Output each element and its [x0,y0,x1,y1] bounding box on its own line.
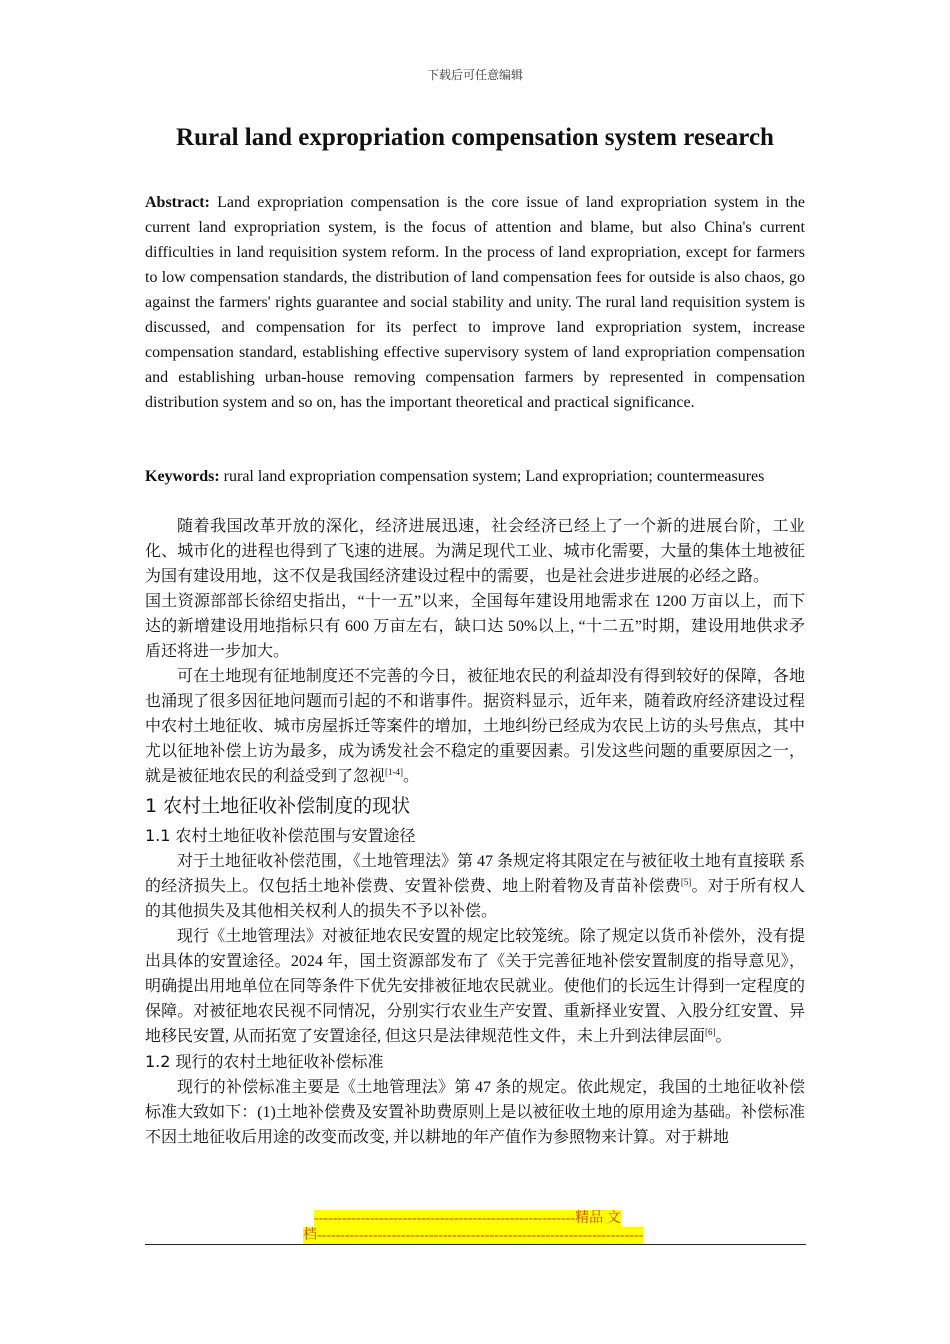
paragraph: 随着我国改革开放的深化，经济进展迅速，社会经济已经上了一个新的进展台阶，工业化、城市化的进程也得到了飞速的进展。为满足现代工业、城市化需要，大量的集体土地被征为国有建设用地，这不仅是我国经济建设过程中的需要，也是社会进步进展的必经之路。 [145,518,805,585]
paragraph-text: 。 [715,1028,732,1045]
body-text [145,514,805,1150]
subsection-heading: 1.2 现行的农村土地征收补偿标准 [145,1052,384,1071]
footer-line-2: 档---------------------------------------------------------------------- [303,1228,644,1243]
abstract [145,190,805,415]
paragraph-text: 。 [403,768,420,785]
section-heading: 1 农村土地征收补偿制度的现状 [145,795,411,817]
paragraph [145,924,805,1049]
keywords-label: Keywords: [145,468,220,485]
abstract-label: Abstract: [145,194,210,211]
page-header: 下载后可任意编辑 [426,68,523,82]
keywords-text: rural land expropriation compensation system; Land expropriation; countermeasures [219,468,765,485]
footer-line-1: --------------------------------------------------------精品 文 [314,1211,621,1226]
footer-divider [145,1244,806,1245]
paragraph: 国土资源部部长徐绍史指出，“十一五”以来，全国每年建设用地需求在 1200 万亩以上，而下达的新增建设用地指标只有 600 万亩左右，缺口达 50%以上, “十二五”时期，建设用地供求矛盾还将进一步加大。 [145,593,805,660]
paragraph [145,664,805,789]
citation: [1-4] [385,767,404,777]
abstract-text: Land expropriation compensation is the core issue of land expropriation system in the current land expropriation system, is the focus of attention and blame, but also China's current difficulties in land requisition system reform. In the process of land expropriation, except for farmers to low compensation standards, the distribution of land compensation fees for outside is also chaos, go against the farmers' rights guarantee and social stability and unity. The rural land requisition system is discussed, and compensation for its perfect to improve land expropriation system, increase compensation standard, establishing effective supervisory system of land expropriation compensation and establishing urban-house removing compensation farmers by represented in compensation distribution system and so on, has the important theoretical and practical significance. [145,194,805,411]
keywords [145,464,805,489]
paragraph-text: 。对于所有权人的其他损失及其他相关权利人的损失不予以补偿。 [145,878,805,920]
citation: [6] [705,1027,716,1037]
paragraph: 现行的补偿标准主要是《土地管理法》第 47 条的规定。依此规定，我国的土地征收补偿标准大致如下：(1)土地补偿费及安置补助费原则上是以被征收土地的原用途为基础。补偿标准不因土地征收后用途的改变而改变, 并以耕地的年产值作为参照物来计算。对于耕地 [145,1079,805,1146]
document-title: Rural land expropriation compensation system research [176,124,774,151]
paragraph-text: 对于土地征收补偿范围，《土地管理法》第 47 条规定将其限定在与被征收土地有直接联 系的经济损失上。仅包括土地补偿费、安置补偿费、地上附着物及青苗补偿费 [145,853,806,895]
paragraph [145,849,805,924]
subsection-heading: 1.1 农村土地征收补偿范围与安置途径 [145,826,416,845]
paragraph-text: 可在土地现有征地制度还不完善的今日，被征地农民的利益却没有得到较好的保障，各地也涌现了很多因征地问题而引起的不和谐事件。据资料显示，近年来，随着政府经济建设过程中农村土地征收、城市房屋拆迁等案件的增加，土地纠纷已经成为农民上访的头号焦点，其中尤以征地补偿上访为最多，成为诱发社会不稳定的重要因素。引发这些问题的重要原因之一，就是被征地农民的利益受到了忽视 [145,668,805,785]
paragraph-text: 现行《土地管理法》对被征地农民安置的规定比较笼统。除了规定以货币补偿外，没有提出具体的安置途径。2024 年，国土资源部发布了《关于完善征地补偿安置制度的指导意见》，明确提出用地单位在同等条件下优先安排被征地农民就业。使他们的长远生计得到一定程度的保障。对被征地农民视不同情况，分别实行农业生产安置、重新择业安置、入股分红安置、异地移民安置, 从而拓宽了安置途径, 但这只是法律规范性文件，未上升到法律层面 [145,928,805,1045]
citation: [5] [680,877,692,887]
